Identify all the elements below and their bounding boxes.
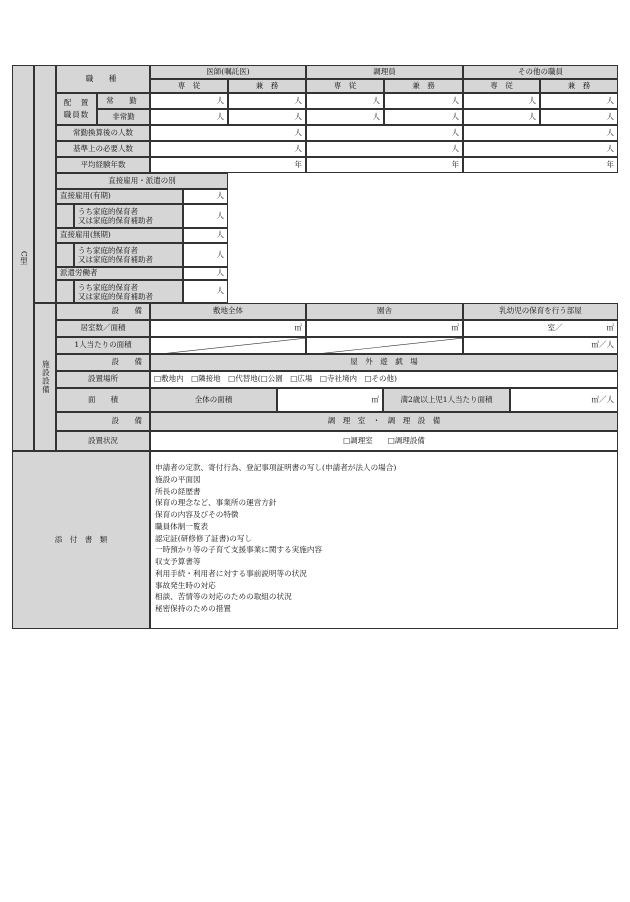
unit-m2: ㎡ [294,323,302,333]
site-area-input[interactable] [150,320,306,337]
hire-indent [56,204,74,228]
unit-m2: ㎡ [451,323,459,333]
attachment-item: 利用手続・利用者に対する事前説明等の状況 [155,568,307,578]
rooms-area-label: 居室数／面積 [56,320,150,337]
doctor-parttime-count-pt[interactable] [228,109,306,125]
total-area-input[interactable] [277,388,383,412]
location-label: 設置場所 [56,371,150,388]
job-type-header: 職 種 [56,65,150,93]
cook-fte[interactable] [306,125,463,141]
status-options[interactable]: □調理室 □調理設備 [150,431,618,451]
attachment-item: 所長の経歴書 [155,486,201,496]
area-label: 面 積 [56,388,150,412]
unit-person: 人 [451,111,459,121]
emp-parttime-header: 兼 務 [540,79,618,93]
unit-person: 人 [216,249,224,259]
unit-person: 人 [216,230,224,240]
attachment-item: 一時預かり等の子育て支援事業に関する実施内容 [155,545,323,555]
equipment-label: 設 備 [56,303,150,320]
cook-required[interactable] [306,141,463,157]
hire-direct-permanent-label: 直接雇用(無期) [56,228,183,243]
other-parttime-count[interactable] [540,93,618,109]
cook-fulltime-count[interactable] [306,93,384,109]
emp-parttime-header: 兼 務 [384,79,463,93]
unit-person: 人 [216,268,224,278]
unit-person: 人 [528,95,536,105]
unit-person: 人 [606,143,614,153]
col-site-total: 敷地全体 [150,303,306,320]
cooking-header: 調 理 室 ・ 調 理 設 備 [150,412,618,431]
attachment-item: 保育の理念など、事業所の運営方針 [155,498,277,508]
per-person-area-label: 1人当たりの面積 [56,337,150,354]
room-count-area-input[interactable] [463,320,618,337]
doctor-avg-years[interactable] [150,157,306,173]
other-fte[interactable] [463,125,618,141]
unit-person: 人 [451,127,459,137]
unit-person: 人 [216,210,224,220]
unit-person: 人 [451,143,459,153]
full-time-label: 常 勤 [97,93,150,109]
avg-years-label: 平均経験年数 [56,157,150,173]
staff-side-cell [34,65,56,303]
other-parttime-count-pt[interactable] [540,109,618,125]
attachments-label: 添 付 書 類 [12,451,150,629]
attachment-item: 相談、苦情等の対応のための取組の状況 [155,592,292,602]
doctor-fulltime-count-pt[interactable] [150,109,228,125]
cook-parttime-count-pt[interactable] [384,109,463,125]
cook-parttime-count[interactable] [384,93,463,109]
unit-person: 人 [216,111,224,121]
attachment-item: 認定証(研修修了証書)の写し [155,533,253,543]
attachment-item: 申請者の定款、寄付行為、登記事項証明書の写し(申請者が法人の場合) [155,463,397,472]
building-area-input[interactable] [306,320,463,337]
per-child-area-input[interactable] [510,388,618,412]
other-fulltime-count[interactable] [463,93,540,109]
unit-person: 人 [216,191,224,201]
unit-person: 人 [294,95,302,105]
unit-person: 人 [372,111,380,121]
hire-direct-fixed-sub-label: うち家庭的保育者 又は家庭的保育補助者 [74,204,183,228]
part-time-label: 非常勤 [97,109,150,125]
playground-header: 屋 外 遊 戯 場 [150,354,618,371]
hire-indent [56,280,74,303]
fte-label: 常勤換算後の人数 [56,125,150,141]
emp-fulltime-header: 専 従 [463,79,540,93]
hire-dispatch-count[interactable] [183,267,228,280]
hire-direct-permanent-sub-label: うち家庭的保育者 又は家庭的保育補助者 [74,243,183,267]
hire-indent [56,243,74,267]
doctor-fulltime-count[interactable] [150,93,228,109]
unit-person: 人 [294,143,302,153]
equipment-label-3: 設 備 [56,412,150,431]
hire-direct-fixed-sub-count[interactable] [183,204,228,228]
unit-person: 人 [372,95,380,105]
doctor-required[interactable] [150,141,306,157]
unit-m2-per-person: ㎡／人 [591,394,614,404]
job-type-other: その他の職員 [463,65,618,79]
unit-person: 人 [606,127,614,137]
type-label-cell [12,65,34,451]
location-options[interactable]: □敷地内 □隣接地 □代替地(□公園 □広場 □寺社境内 □その他) [150,371,618,388]
unit-person: 人 [294,127,302,137]
room-per-person-input[interactable] [463,337,618,354]
unit-person: 人 [451,95,459,105]
job-type-doctor: 医師(嘱託医) [150,65,306,79]
cook-avg-years[interactable] [306,157,463,173]
doctor-parttime-count[interactable] [228,93,306,109]
other-fulltime-count-pt[interactable] [463,109,540,125]
hire-dispatch-label: 派遣労働者 [56,267,183,280]
hire-direct-permanent-sub-count[interactable] [183,243,228,267]
unit-person: 人 [216,95,224,105]
unit-person: 人 [606,111,614,121]
hire-direct-permanent-count[interactable] [183,228,228,243]
attachment-item: 施設の平面図 [155,474,201,484]
unit-person: 人 [216,286,224,296]
per-child-area-label: 満2歳以上児1人当たり面積 [383,388,510,412]
type-label: C型 [19,251,29,265]
job-type-cook: 調理員 [306,65,463,79]
total-area-label: 全体の面積 [150,388,277,412]
unit-person: 人 [606,95,614,105]
placement-label: 配 置 職員数 [56,93,97,125]
unit-room: 室／ [547,323,563,333]
emp-fulltime-header: 専 従 [306,79,384,93]
attachment-item: 収支予算書等 [155,557,201,567]
other-avg-years[interactable] [463,157,618,173]
unit-m2-per-person: ㎡／人 [591,340,614,350]
status-label: 設置状況 [56,431,150,451]
hire-header: 直接雇用・派遣の別 [56,173,228,189]
facility-side-label: 施設設備 [34,303,56,451]
unit-person: 人 [294,111,302,121]
attachment-item: 秘密保持のための措置 [155,604,231,614]
hire-direct-fixed-label: 直接雇用(有期) [56,189,183,204]
doctor-fte[interactable] [150,125,306,141]
required-label: 基準上の必要人数 [56,141,150,157]
emp-fulltime-header: 専 従 [150,79,228,93]
unit-year: 年 [606,159,614,169]
diagonal-slash [151,338,306,354]
unit-year: 年 [451,159,459,169]
attachment-item: 保育の内容及びその特徴 [155,510,239,520]
col-nursery-room: 乳幼児の保育を行う部屋 [463,303,618,320]
diagonal-slash [307,338,463,354]
attachments-list [150,451,618,629]
emp-parttime-header: 兼 務 [228,79,306,93]
attachment-item: 職員体制一覧表 [155,521,209,531]
attachment-item: 事故発生時の対応 [155,580,216,590]
site-per-person-na [150,337,306,354]
equipment-label-2: 設 備 [56,354,150,371]
unit-person: 人 [528,111,536,121]
building-per-person-na [306,337,463,354]
hire-dispatch-sub-count[interactable] [183,280,228,303]
unit-m2: ㎡ [606,323,614,333]
cook-fulltime-count-pt[interactable] [306,109,384,125]
other-required[interactable] [463,141,618,157]
unit-m2: ㎡ [371,394,379,404]
hire-dispatch-sub-label: うち家庭的保育者 又は家庭的保育補助者 [74,280,183,303]
unit-year: 年 [294,159,302,169]
hire-direct-fixed-count[interactable] [183,189,228,204]
col-building: 園舎 [306,303,463,320]
